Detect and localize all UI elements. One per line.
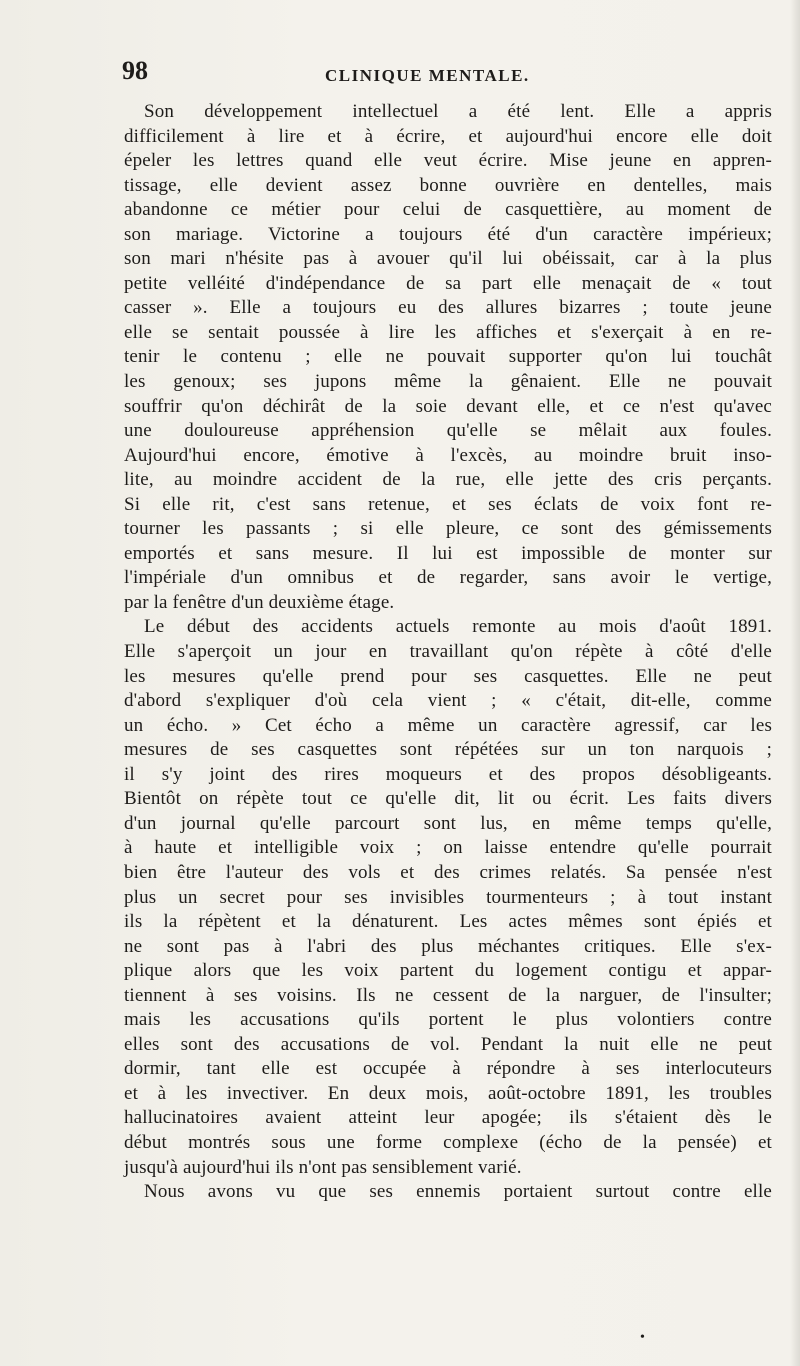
text-line: une douloureuse appréhension qu'elle se mêlait aux foules. — [124, 420, 772, 442]
text-line: tiennent à ses voisins. Ils ne cessent de la narguer, de l'insulter; — [124, 984, 772, 1006]
text-line: d'un journal qu'elle parcourt sont lus, en même temps qu'elle, — [124, 812, 772, 834]
text-line: d'abord s'expliquer d'où cela vient ; « c'était, dit-elle, comme — [124, 690, 772, 712]
text-line: plus un secret pour ses invisibles tourmenteurs ; à tout instant — [124, 886, 772, 908]
text-line: ils la répètent et la dénaturent. Les actes mêmes sont épiés et — [124, 911, 772, 933]
text-line: début montrés sous une forme complexe (écho de la pensée) et — [124, 1131, 772, 1153]
text-line: les mesures qu'elle prend pour ses casquettes. Elle ne peut — [124, 665, 772, 687]
text-line: par la fenêtre d'un deuxième étage. — [124, 591, 395, 613]
text-line: difficilement à lire et à écrire, et aujourd'hui encore elle doit — [124, 125, 772, 147]
text-line: les genoux; ses jupons même la gênaient. Elle ne pouvait — [124, 371, 772, 393]
text-line: ne sont pas à l'abri des plus méchantes critiques. Elle s'ex- — [124, 935, 772, 957]
text-line: casser ». Elle a toujours eu des allures bizarres ; toute jeune — [124, 297, 772, 319]
text-line: épeler les lettres quand elle veut écrire. Mise jeune en appren- — [124, 150, 772, 172]
text-line: bien être l'auteur des vols et des crimes relatés. Sa pensée n'est — [124, 861, 772, 883]
text-line: elle se sentait poussée à lire les affiches et s'exerçait à en re- — [124, 321, 772, 343]
text-line: petite velléité d'indépendance de sa part elle menaçait de « tout — [124, 272, 772, 294]
text-line: à haute et intelligible voix ; on laisse entendre qu'elle pourrait — [124, 837, 772, 859]
text-line: Elle s'aperçoit un jour en travaillant qu'on répète à côté d'elle — [124, 641, 772, 663]
text-line: un écho. » Cet écho a même un caractère agressif, car les — [124, 714, 772, 736]
text-line: souffrir qu'on déchirât de la soie devant elle, et ce n'est qu'avec — [124, 395, 772, 417]
text-line: Aujourd'hui encore, émotive à l'excès, au moindre bruit inso- — [124, 444, 772, 466]
text-line: abandonne ce métier pour celui de casquettière, au moment de — [124, 199, 772, 221]
body-text — [124, 100, 772, 1205]
text-line: mesures de ses casquettes sont répétées sur un ton narquois ; — [124, 739, 772, 761]
text-line: son mari n'hésite pas à avouer qu'il lui obéissait, car à la plus — [124, 248, 772, 270]
running-head: CLINIQUE MENTALE. — [325, 66, 530, 85]
text-line: Si elle rit, c'est sans retenue, et ses éclats de voix font re- — [124, 493, 772, 515]
text-line: jusqu'à aujourd'hui ils n'ont pas sensiblement varié. — [124, 1156, 522, 1178]
text-line: Nous avons vu que ses ennemis portaient surtout contre elle — [144, 1181, 772, 1203]
text-line: mais les accusations qu'ils portent le plus volontiers contre — [124, 1009, 772, 1031]
page-edge-shadow — [790, 0, 800, 1366]
text-line: hallucinatoires avaient atteint leur apogée; ils s'étaient dès le — [124, 1107, 772, 1129]
text-line: lite, au moindre accident de la rue, elle jette des cris perçants. — [124, 469, 772, 491]
page-number: 98 — [122, 56, 148, 85]
text-line: tourner les passants ; si elle pleure, ce sont des gémissements — [124, 518, 772, 540]
text-line: son mariage. Victorine a toujours été d'un caractère impérieux; — [124, 223, 772, 245]
text-line: l'impériale d'un omnibus et de regarder, sans avoir le vertige, — [124, 567, 772, 589]
footer-mark: • — [640, 1330, 645, 1345]
text-line: emportés et sans mesure. Il lui est impossible de monter sur — [124, 542, 772, 564]
text-line: tenir le contenu ; elle ne pouvait supporter qu'on lui touchât — [124, 346, 772, 368]
text-line: elles sont des accusations de vol. Pendant la nuit elle ne peut — [124, 1033, 772, 1055]
text-line: Son développement intellectuel a été lent. Elle a appris — [144, 101, 772, 122]
text-line: plique alors que les voix partent du logement contigu et appar- — [124, 960, 772, 982]
text-line: Bientôt on répète tout ce qu'elle dit, lit ou écrit. Les faits divers — [124, 788, 772, 810]
text-line: et à les invectiver. En deux mois, août-octobre 1891, les troubles — [124, 1082, 772, 1104]
text-line: dormir, tant elle est occupée à répondre à ses interlocuteurs — [124, 1058, 772, 1080]
text-line: tissage, elle devient assez bonne ouvrière en dentelles, mais — [124, 174, 772, 196]
text-line: il s'y joint des rires moqueurs et des propos désobligeants. — [124, 763, 772, 785]
text-line: Le début des accidents actuels remonte au mois d'août 1891. — [144, 616, 772, 638]
